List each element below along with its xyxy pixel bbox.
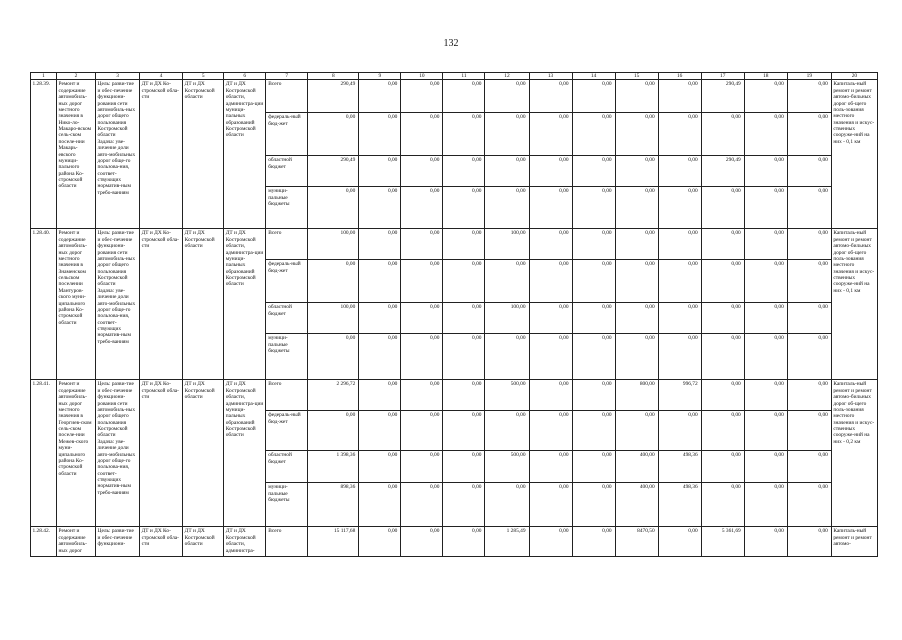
value-cell: 0,00 <box>787 483 831 527</box>
value-cell: 0,00 <box>401 187 443 229</box>
measure-goal: Цель: разви-тие и обес-печение функциони-рования сети автомобиль-ных дорог общего пользования Костромской области Задача: уве-личение доли авто-мобильных дорог обще-го пользова-ния, соответ-ствующих норматив-ным требо-ваниям <box>96 380 140 527</box>
value-cell: 0,00 <box>787 334 831 380</box>
value-cell: 100,00 <box>308 229 359 260</box>
value-cell: 0,00 <box>787 156 831 187</box>
value-cell: 1 285,49 <box>485 527 529 557</box>
value-cell: 0,00 <box>485 334 529 380</box>
value-cell: 0,00 <box>787 380 831 411</box>
value-cell: 0,00 <box>744 156 787 187</box>
value-cell: 100,00 <box>308 303 359 334</box>
value-cell: 0,00 <box>572 451 615 483</box>
value-cell: 0,00 <box>529 451 572 483</box>
value-cell: 0,00 <box>308 187 359 229</box>
funding-source: муници-пальные бюджеты <box>266 483 308 527</box>
value-cell: 0,00 <box>443 260 485 303</box>
header-row <box>31 73 878 80</box>
value-cell: 0,00 <box>744 411 787 451</box>
value-cell: 0,00 <box>572 156 615 187</box>
header-cell-2: 2 <box>57 73 96 80</box>
funding-source: федераль-ный бюд-жет <box>266 113 308 156</box>
value-cell: 0,00 <box>701 451 744 483</box>
value-cell: 0,00 <box>744 187 787 229</box>
value-cell: 0,00 <box>787 451 831 483</box>
value-cell: 290,49 <box>701 80 744 113</box>
value-cell: 0,00 <box>787 187 831 229</box>
value-cell: 500,00 <box>485 451 529 483</box>
value-cell: 0,00 <box>744 451 787 483</box>
value-cell: 0,00 <box>443 334 485 380</box>
value-cell: 0,00 <box>529 303 572 334</box>
value-cell: 0,00 <box>401 260 443 303</box>
value-cell: 0,00 <box>529 80 572 113</box>
value-cell: 0,00 <box>401 303 443 334</box>
expected-result: Капиталь-ный ремонт и ремонт автомо-бильных дорог об-щего поль-зования местного значения и искус-ственных сооруже-ний на них - 0,1 км <box>831 80 877 229</box>
value-cell: 0,00 <box>615 113 658 156</box>
customer: ДТ и ДХ Костромской области <box>183 527 224 557</box>
value-cell: 498,36 <box>658 451 701 483</box>
executor: ДТ и ДХ Костромской области, администра-ции муници-пальных образований Костромской области <box>224 80 266 229</box>
value-cell: 0,00 <box>658 527 701 557</box>
value-cell: 498,36 <box>658 483 701 527</box>
coexecutor: ДТ и ДХ Ко-стромской обла-сти <box>140 80 183 229</box>
value-cell: 0,00 <box>615 187 658 229</box>
value-cell: 0,00 <box>787 527 831 557</box>
value-cell: 0,00 <box>359 113 401 156</box>
value-cell: 0,00 <box>359 229 401 260</box>
value-cell: 0,00 <box>615 229 658 260</box>
value-cell: 0,00 <box>572 334 615 380</box>
value-cell: 0,00 <box>744 229 787 260</box>
measure-goal: Цель: разви-тие и обес-печение функциони-рования сети автомобиль-ных дорог общего пользования Костромской области Задача: уве-личение доли авто-мобильных дорог обще-го пользова-ния, соответ-ствующих норматив-ным требо-ваниям <box>96 229 140 380</box>
value-cell: 100,00 <box>485 303 529 334</box>
value-cell: 0,00 <box>443 229 485 260</box>
measure-goal: Цель: разви-тие и обес-печение функциони- <box>96 527 140 557</box>
value-cell: 0,00 <box>443 451 485 483</box>
value-cell: 0,00 <box>787 80 831 113</box>
header-cell-20: 20 <box>831 73 877 80</box>
measure-number: 1.28.41. <box>31 380 57 527</box>
funding-source: областной бюджет <box>266 303 308 334</box>
header-cell-1: 1 <box>31 73 57 80</box>
value-cell: 15 117,68 <box>308 527 359 557</box>
value-cell: 0,00 <box>572 229 615 260</box>
value-cell: 290,49 <box>308 156 359 187</box>
value-cell: 0,00 <box>615 411 658 451</box>
value-cell: 0,00 <box>529 156 572 187</box>
executor: ДТ и ДХ Костромской области, администра-ции муници-пальных образований Костромской области <box>224 380 266 527</box>
value-cell: 0,00 <box>401 451 443 483</box>
value-cell: 0,00 <box>787 411 831 451</box>
header-cell-4: 4 <box>140 73 183 80</box>
value-cell: 0,00 <box>443 156 485 187</box>
measure-name: Ремонт и содержание автомобиль-ных дорог местного значения в Знаменском сельском поселении Мантуров-ского муни-ципального района Ко-стромской области <box>57 229 96 380</box>
funding-source: Всего <box>266 527 308 557</box>
expected-result: Капиталь-ный ремонт и ремонт автомо-бильных дорог об-щего поль-зования местного значения и искус-ственных сооруже-ний на них - 0,1 км <box>831 229 877 380</box>
value-cell: 0,00 <box>443 411 485 451</box>
coexecutor: ДТ и ДХ Ко-стромской обла-сти <box>140 380 183 527</box>
value-cell: 0,00 <box>572 260 615 303</box>
measure-name: Ремонт и содержание автомобиль-ных дорог местного значения в Нико-ло-Макаро-вском сель-ском поселе-нии Макарь-евского муници-пального района Ко-стромской области <box>57 80 96 229</box>
header-cell-9: 9 <box>359 73 401 80</box>
value-cell: 0,00 <box>529 527 572 557</box>
header-cell-16: 16 <box>658 73 701 80</box>
value-cell: 1 398,36 <box>308 451 359 483</box>
value-cell: 898,36 <box>308 483 359 527</box>
value-cell: 0,00 <box>401 229 443 260</box>
value-cell: 0,00 <box>401 411 443 451</box>
value-cell: 8470,50 <box>615 527 658 557</box>
coexecutor: ДТ и ДХ Ко-стромской обла-сти <box>140 229 183 380</box>
customer: ДТ и ДХ Костромской области <box>183 229 224 380</box>
value-cell: 0,00 <box>658 187 701 229</box>
value-cell: 0,00 <box>701 187 744 229</box>
funding-source: Всего <box>266 80 308 113</box>
value-cell: 0,00 <box>485 80 529 113</box>
page-number: 132 <box>443 38 459 49</box>
table-row <box>31 527 878 557</box>
header-cell-7: 7 <box>266 73 308 80</box>
value-cell: 0,00 <box>485 260 529 303</box>
value-cell: 0,00 <box>308 334 359 380</box>
value-cell: 0,00 <box>359 156 401 187</box>
measure-number: 1.28.40. <box>31 229 57 380</box>
value-cell: 0,00 <box>529 411 572 451</box>
funding-source: Всего <box>266 380 308 411</box>
value-cell: 0,00 <box>401 334 443 380</box>
value-cell: 0,00 <box>529 260 572 303</box>
value-cell: 0,00 <box>572 527 615 557</box>
header-cell-6: 6 <box>224 73 266 80</box>
value-cell: 0,00 <box>744 80 787 113</box>
value-cell: 0,00 <box>401 156 443 187</box>
expected-result: Капиталь-ный ремонт и ремонт автомо- <box>831 527 877 557</box>
value-cell: 0,00 <box>615 303 658 334</box>
executor: ДТ и ДХ Костромской области, администра-ции муници-пальных образований Костромской области <box>224 229 266 380</box>
header-cell-18: 18 <box>744 73 787 80</box>
value-cell: 0,00 <box>701 229 744 260</box>
value-cell: 0,00 <box>658 303 701 334</box>
executor: ДТ и ДХ Костромской области, администра- <box>224 527 266 557</box>
table-row <box>31 229 878 260</box>
value-cell: 0,00 <box>572 483 615 527</box>
funding-source: федераль-ный бюд-жет <box>266 260 308 303</box>
header-cell-8: 8 <box>308 73 359 80</box>
value-cell: 0,00 <box>572 380 615 411</box>
funding-source: муници-пальные бюджеты <box>266 334 308 380</box>
value-cell: 0,00 <box>615 334 658 380</box>
value-cell: 0,00 <box>572 80 615 113</box>
value-cell: 0,00 <box>359 380 401 411</box>
measure-number: 1.28.42. <box>31 527 57 557</box>
value-cell: 0,00 <box>308 260 359 303</box>
value-cell: 0,00 <box>529 113 572 156</box>
funding-source: областной бюджет <box>266 156 308 187</box>
header-cell-11: 11 <box>443 73 485 80</box>
value-cell: 0,00 <box>443 483 485 527</box>
value-cell: 0,00 <box>401 483 443 527</box>
value-cell: 0,00 <box>401 80 443 113</box>
value-cell: 0,00 <box>529 380 572 411</box>
value-cell: 0,00 <box>359 80 401 113</box>
value-cell: 290,49 <box>308 80 359 113</box>
value-cell: 0,00 <box>615 156 658 187</box>
header-cell-10: 10 <box>401 73 443 80</box>
value-cell: 5 361,69 <box>701 527 744 557</box>
value-cell: 400,00 <box>615 451 658 483</box>
value-cell: 2 296,72 <box>308 380 359 411</box>
expected-result: Капиталь-ный ремонт и ремонт автомо-бильных дорог об-щего поль-зования местного значения и искус-ственных сооруже-ний на них - 0,2 км <box>831 380 877 527</box>
value-cell: 0,00 <box>744 380 787 411</box>
value-cell: 0,00 <box>359 334 401 380</box>
value-cell: 0,00 <box>308 113 359 156</box>
value-cell: 500,00 <box>485 380 529 411</box>
customer: ДТ и ДХ Костромской области <box>183 380 224 527</box>
value-cell: 0,00 <box>572 303 615 334</box>
value-cell: 0,00 <box>443 187 485 229</box>
header-cell-15: 15 <box>615 73 658 80</box>
value-cell: 0,00 <box>359 260 401 303</box>
header-cell-5: 5 <box>183 73 224 80</box>
measure-name: Ремонт и содержание автомобиль-ных дорог местного значения в Георгиев-ском сель-ском поселе-нии Межев-ского муни-ципального района Ко-стромской области <box>57 380 96 527</box>
value-cell: 0,00 <box>787 113 831 156</box>
value-cell: 0,00 <box>359 187 401 229</box>
value-cell: 0,00 <box>401 380 443 411</box>
value-cell: 0,00 <box>401 527 443 557</box>
header-cell-14: 14 <box>572 73 615 80</box>
coexecutor: ДТ и ДХ Ко-стромской обла-сти <box>140 527 183 557</box>
program-measures-table <box>30 72 878 557</box>
value-cell: 0,00 <box>658 80 701 113</box>
customer: ДТ и ДХ Костромской области <box>183 80 224 229</box>
value-cell: 0,00 <box>658 334 701 380</box>
value-cell: 800,00 <box>615 380 658 411</box>
value-cell: 0,00 <box>658 113 701 156</box>
value-cell: 0,00 <box>359 451 401 483</box>
value-cell: 0,00 <box>701 303 744 334</box>
header-cell-19: 19 <box>787 73 831 80</box>
value-cell: 0,00 <box>529 334 572 380</box>
header-cell-3: 3 <box>96 73 140 80</box>
value-cell: 0,00 <box>701 334 744 380</box>
value-cell: 0,00 <box>701 380 744 411</box>
value-cell: 0,00 <box>485 411 529 451</box>
value-cell: 0,00 <box>701 483 744 527</box>
value-cell: 0,00 <box>529 187 572 229</box>
value-cell: 290,49 <box>701 156 744 187</box>
value-cell: 0,00 <box>359 411 401 451</box>
header-cell-17: 17 <box>701 73 744 80</box>
value-cell: 0,00 <box>744 483 787 527</box>
table-row <box>31 80 878 113</box>
value-cell: 0,00 <box>701 260 744 303</box>
value-cell: 0,00 <box>443 527 485 557</box>
value-cell: 0,00 <box>701 411 744 451</box>
value-cell: 0,00 <box>658 411 701 451</box>
value-cell: 0,00 <box>787 229 831 260</box>
measure-goal: Цель: разви-тие и обес-печение функциони-рования сети автомобиль-ных дорог общего пользования Костромской области Задача: уве-личение доли авто-мобильных дорог обще-го пользова-ния, соответ-ствующих норматив-ным требо-ваниям <box>96 80 140 229</box>
value-cell: 0,00 <box>787 303 831 334</box>
value-cell: 0,00 <box>359 483 401 527</box>
value-cell: 0,00 <box>658 260 701 303</box>
value-cell: 0,00 <box>572 113 615 156</box>
value-cell: 0,00 <box>485 483 529 527</box>
value-cell: 0,00 <box>787 260 831 303</box>
value-cell: 0,00 <box>615 80 658 113</box>
value-cell: 400,00 <box>615 483 658 527</box>
value-cell: 0,00 <box>658 229 701 260</box>
value-cell: 0,00 <box>615 260 658 303</box>
value-cell: 0,00 <box>401 113 443 156</box>
value-cell: 0,00 <box>443 380 485 411</box>
value-cell: 0,00 <box>443 80 485 113</box>
value-cell: 0,00 <box>359 303 401 334</box>
funding-source: областной бюджет <box>266 451 308 483</box>
value-cell: 0,00 <box>701 113 744 156</box>
value-cell: 0,00 <box>572 411 615 451</box>
value-cell: 0,00 <box>485 113 529 156</box>
value-cell: 0,00 <box>443 113 485 156</box>
value-cell: 0,00 <box>443 303 485 334</box>
value-cell: 0,00 <box>572 187 615 229</box>
header-cell-13: 13 <box>529 73 572 80</box>
measure-name: Ремонт и содержание автомобиль-ных дорог <box>57 527 96 557</box>
value-cell: 0,00 <box>308 411 359 451</box>
table-row <box>31 380 878 411</box>
value-cell: 0,00 <box>744 334 787 380</box>
value-cell: 0,00 <box>744 527 787 557</box>
value-cell: 0,00 <box>359 527 401 557</box>
value-cell: 100,00 <box>485 229 529 260</box>
value-cell: 0,00 <box>744 303 787 334</box>
funding-source: федераль-ный бюд-жет <box>266 411 308 451</box>
value-cell: 0,00 <box>658 156 701 187</box>
header-cell-12: 12 <box>485 73 529 80</box>
value-cell: 0,00 <box>485 156 529 187</box>
measure-number: 1.28.39. <box>31 80 57 229</box>
value-cell: 0,00 <box>744 113 787 156</box>
value-cell: 0,00 <box>529 483 572 527</box>
value-cell: 0,00 <box>485 187 529 229</box>
value-cell: 996,72 <box>658 380 701 411</box>
funding-source: Всего <box>266 229 308 260</box>
funding-source: муници-пальные бюджеты <box>266 187 308 229</box>
value-cell: 0,00 <box>529 229 572 260</box>
value-cell: 0,00 <box>744 260 787 303</box>
